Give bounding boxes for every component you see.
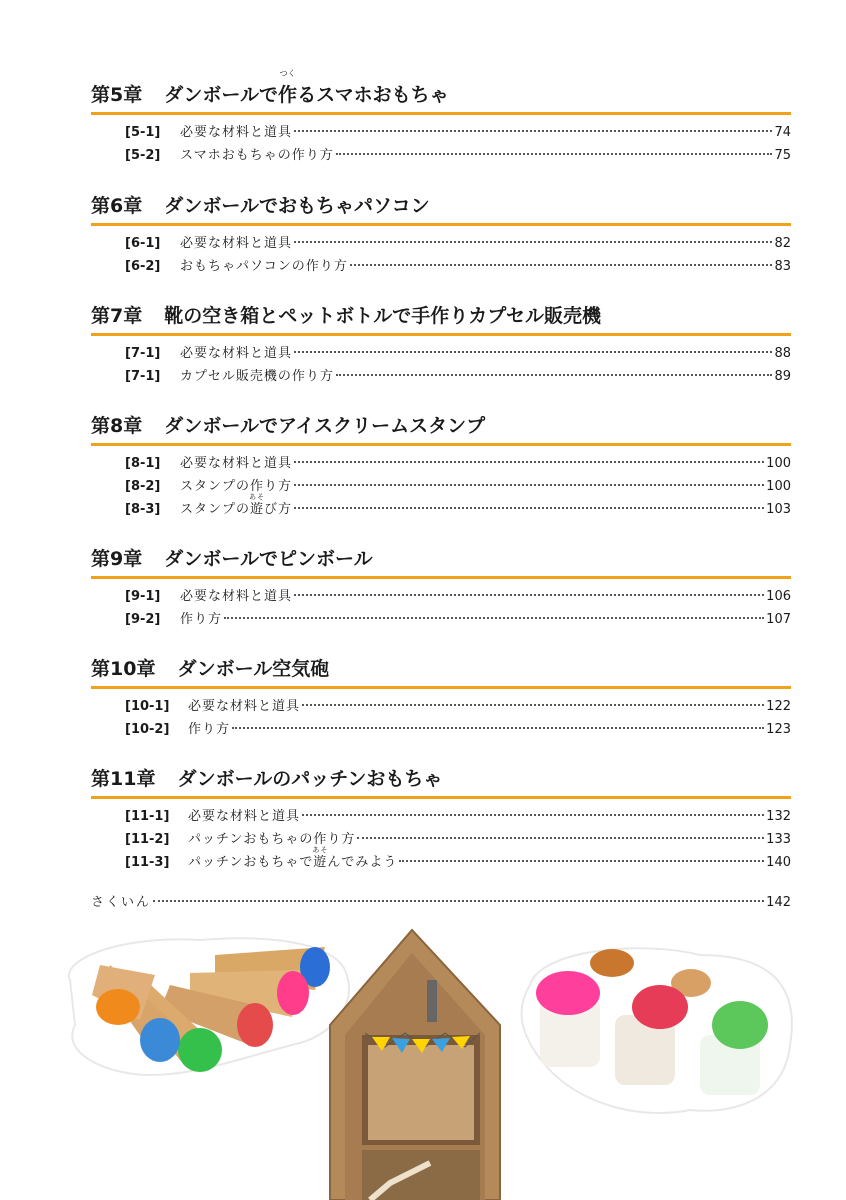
section-title: カプセル販売機の作り方	[180, 369, 334, 384]
chapter-8	[91, 409, 791, 521]
page-number: 132	[766, 809, 791, 824]
toc-entry[interactable]	[91, 585, 791, 608]
chapter-number: 第6章	[91, 195, 143, 217]
ruby-reading: あそ	[249, 493, 266, 501]
chapter-title	[91, 652, 791, 689]
chapter-title-text-rest: るスマホおもちゃ	[297, 84, 449, 106]
section-number: [6-2]	[125, 259, 161, 274]
section-title: おもちゃパソコンの作り方	[180, 259, 348, 274]
toc-entry[interactable]	[91, 255, 791, 278]
dot-leader	[294, 241, 772, 243]
toc-entry[interactable]	[91, 718, 791, 741]
section-number: [9-1]	[125, 589, 161, 604]
section-number: [5-1]	[125, 125, 161, 140]
chapter-title	[91, 762, 791, 799]
chapter-title	[91, 189, 791, 226]
dot-leader	[350, 264, 773, 266]
section-title: 必要な材料と道具	[180, 456, 293, 471]
section-number: [7-1]	[125, 369, 161, 384]
ruby-reading: あそ	[312, 846, 329, 854]
page-number: 122	[766, 699, 791, 714]
chapter-9	[91, 542, 791, 631]
section-number: [11-3]	[125, 855, 170, 870]
dot-leader	[294, 507, 764, 509]
chapter-11	[91, 762, 791, 874]
chapter-10	[91, 652, 791, 741]
page-number: 75	[774, 148, 791, 163]
dot-leader	[357, 837, 764, 839]
dot-leader	[294, 351, 772, 353]
section-title: 必要な材料と道具	[188, 699, 301, 714]
dot-leader	[153, 900, 764, 902]
ruby-reading: つく	[279, 69, 296, 78]
page-number: 103	[766, 502, 791, 517]
ruby-word	[249, 493, 266, 521]
page-number: 83	[774, 259, 791, 274]
dot-leader	[294, 130, 772, 132]
section-title-text: パッチンおもちゃで	[188, 855, 314, 870]
chapter-title	[91, 542, 791, 579]
section-title-text-rest: び方	[264, 502, 293, 517]
section-title: 必要な材料と道具	[188, 809, 301, 824]
page-number: 89	[774, 369, 791, 384]
ruby-base: 作	[278, 84, 298, 106]
toc-entry[interactable]	[91, 475, 791, 498]
chapter-5	[91, 69, 791, 167]
section-number: [10-1]	[125, 699, 170, 714]
ruby-base: 遊	[313, 855, 328, 870]
section-number: [7-1]	[125, 346, 161, 361]
page-number: 106	[766, 589, 791, 604]
dot-leader	[399, 860, 764, 862]
section-title-text: スタンプの	[180, 502, 251, 517]
dot-leader	[224, 617, 764, 619]
toc-entry[interactable]	[91, 232, 791, 255]
section-title	[188, 846, 398, 874]
chapter-title-text: ダンボールでおもちゃパソコン	[164, 195, 430, 217]
section-number: [8-2]	[125, 479, 161, 494]
toc-entry[interactable]	[91, 121, 791, 144]
toc-entry[interactable]	[91, 695, 791, 718]
page-number: 100	[766, 456, 791, 471]
chapter-6	[91, 189, 791, 278]
section-number: [8-1]	[125, 456, 161, 471]
chapter-7	[91, 299, 791, 388]
chapter-number: 第5章	[91, 84, 143, 106]
page-number: 74	[774, 125, 791, 140]
chapter-title-text: ダンボールでアイスクリームスタンプ	[164, 415, 486, 437]
ruby-base: 遊	[250, 502, 265, 517]
chapter-title	[91, 299, 791, 336]
page-number: 107	[766, 612, 791, 627]
dot-leader	[302, 814, 764, 816]
dot-leader	[336, 153, 773, 155]
section-title: 作り方	[180, 612, 223, 627]
section-title: 作り方	[188, 722, 231, 737]
page-number: 133	[766, 832, 791, 847]
page-number: 140	[766, 855, 791, 870]
dot-leader	[232, 727, 764, 729]
toc-entry[interactable]	[91, 805, 791, 828]
section-number: [11-1]	[125, 809, 170, 824]
page-number: 88	[774, 346, 791, 361]
toc-entry[interactable]	[91, 452, 791, 475]
page-number: 142	[766, 895, 791, 910]
cardboard-dollhouse	[330, 930, 500, 1200]
section-title	[180, 493, 293, 521]
page-number: 123	[766, 722, 791, 737]
section-number: [11-2]	[125, 832, 170, 847]
section-number: [8-3]	[125, 502, 161, 517]
dot-leader	[294, 461, 764, 463]
chapter-number: 第8章	[91, 415, 143, 437]
dot-leader	[294, 594, 764, 596]
capsule-toy-cups	[522, 948, 792, 1113]
section-title: スタンプの作り方	[180, 479, 293, 494]
section-title: 必要な材料と道具	[180, 236, 293, 251]
toc-entry[interactable]	[91, 144, 791, 167]
section-title: 必要な材料と道具	[180, 589, 293, 604]
toc-entry[interactable]	[91, 365, 791, 388]
section-title: 必要な材料と道具	[180, 125, 293, 140]
page-number: 82	[774, 236, 791, 251]
chapter-title-text: ダンボールで	[164, 84, 279, 106]
toc-entry[interactable]	[91, 846, 791, 874]
section-number: [9-2]	[125, 612, 161, 627]
chapter-number: 第9章	[91, 548, 143, 570]
ruby-word	[312, 846, 329, 874]
toc-entry[interactable]	[91, 608, 791, 631]
chapter-title	[91, 409, 791, 446]
chapter-number: 第11章	[91, 768, 156, 790]
chapter-title-text: ダンボールのパッチンおもちゃ	[177, 768, 443, 790]
section-title: 必要な材料と道具	[180, 346, 293, 361]
chapter-number: 第7章	[91, 305, 143, 327]
chapter-number: 第10章	[91, 658, 156, 680]
chapter-title-text: ダンボール空気砲	[177, 658, 330, 680]
dot-leader	[302, 704, 764, 706]
toc-entry[interactable]	[91, 828, 791, 851]
chapter-title-text: ダンボールでピンボール	[164, 548, 373, 570]
ice-cream-cone-stamps	[69, 938, 349, 1075]
illustration-strip	[0, 925, 846, 1200]
section-number: [10-2]	[125, 722, 170, 737]
index-title: さくいん	[91, 895, 152, 910]
section-title: パッチンおもちゃの作り方	[188, 832, 356, 847]
page-number: 100	[766, 479, 791, 494]
toc-entry[interactable]	[91, 493, 791, 521]
toc-entry-index[interactable]	[91, 893, 791, 913]
section-title-text-rest: んでみよう	[327, 855, 398, 870]
section-number: [5-2]	[125, 148, 161, 163]
dot-leader	[294, 484, 764, 486]
toc-entry[interactable]	[91, 342, 791, 365]
section-number: [6-1]	[125, 236, 161, 251]
chapter-title	[91, 69, 791, 115]
chapter-title-text: 靴の空き箱とペットボトルで手作りカプセル販売機	[164, 305, 602, 327]
section-title: スマホおもちゃの作り方	[180, 148, 334, 163]
dot-leader	[336, 374, 773, 376]
ruby-word	[278, 69, 298, 112]
